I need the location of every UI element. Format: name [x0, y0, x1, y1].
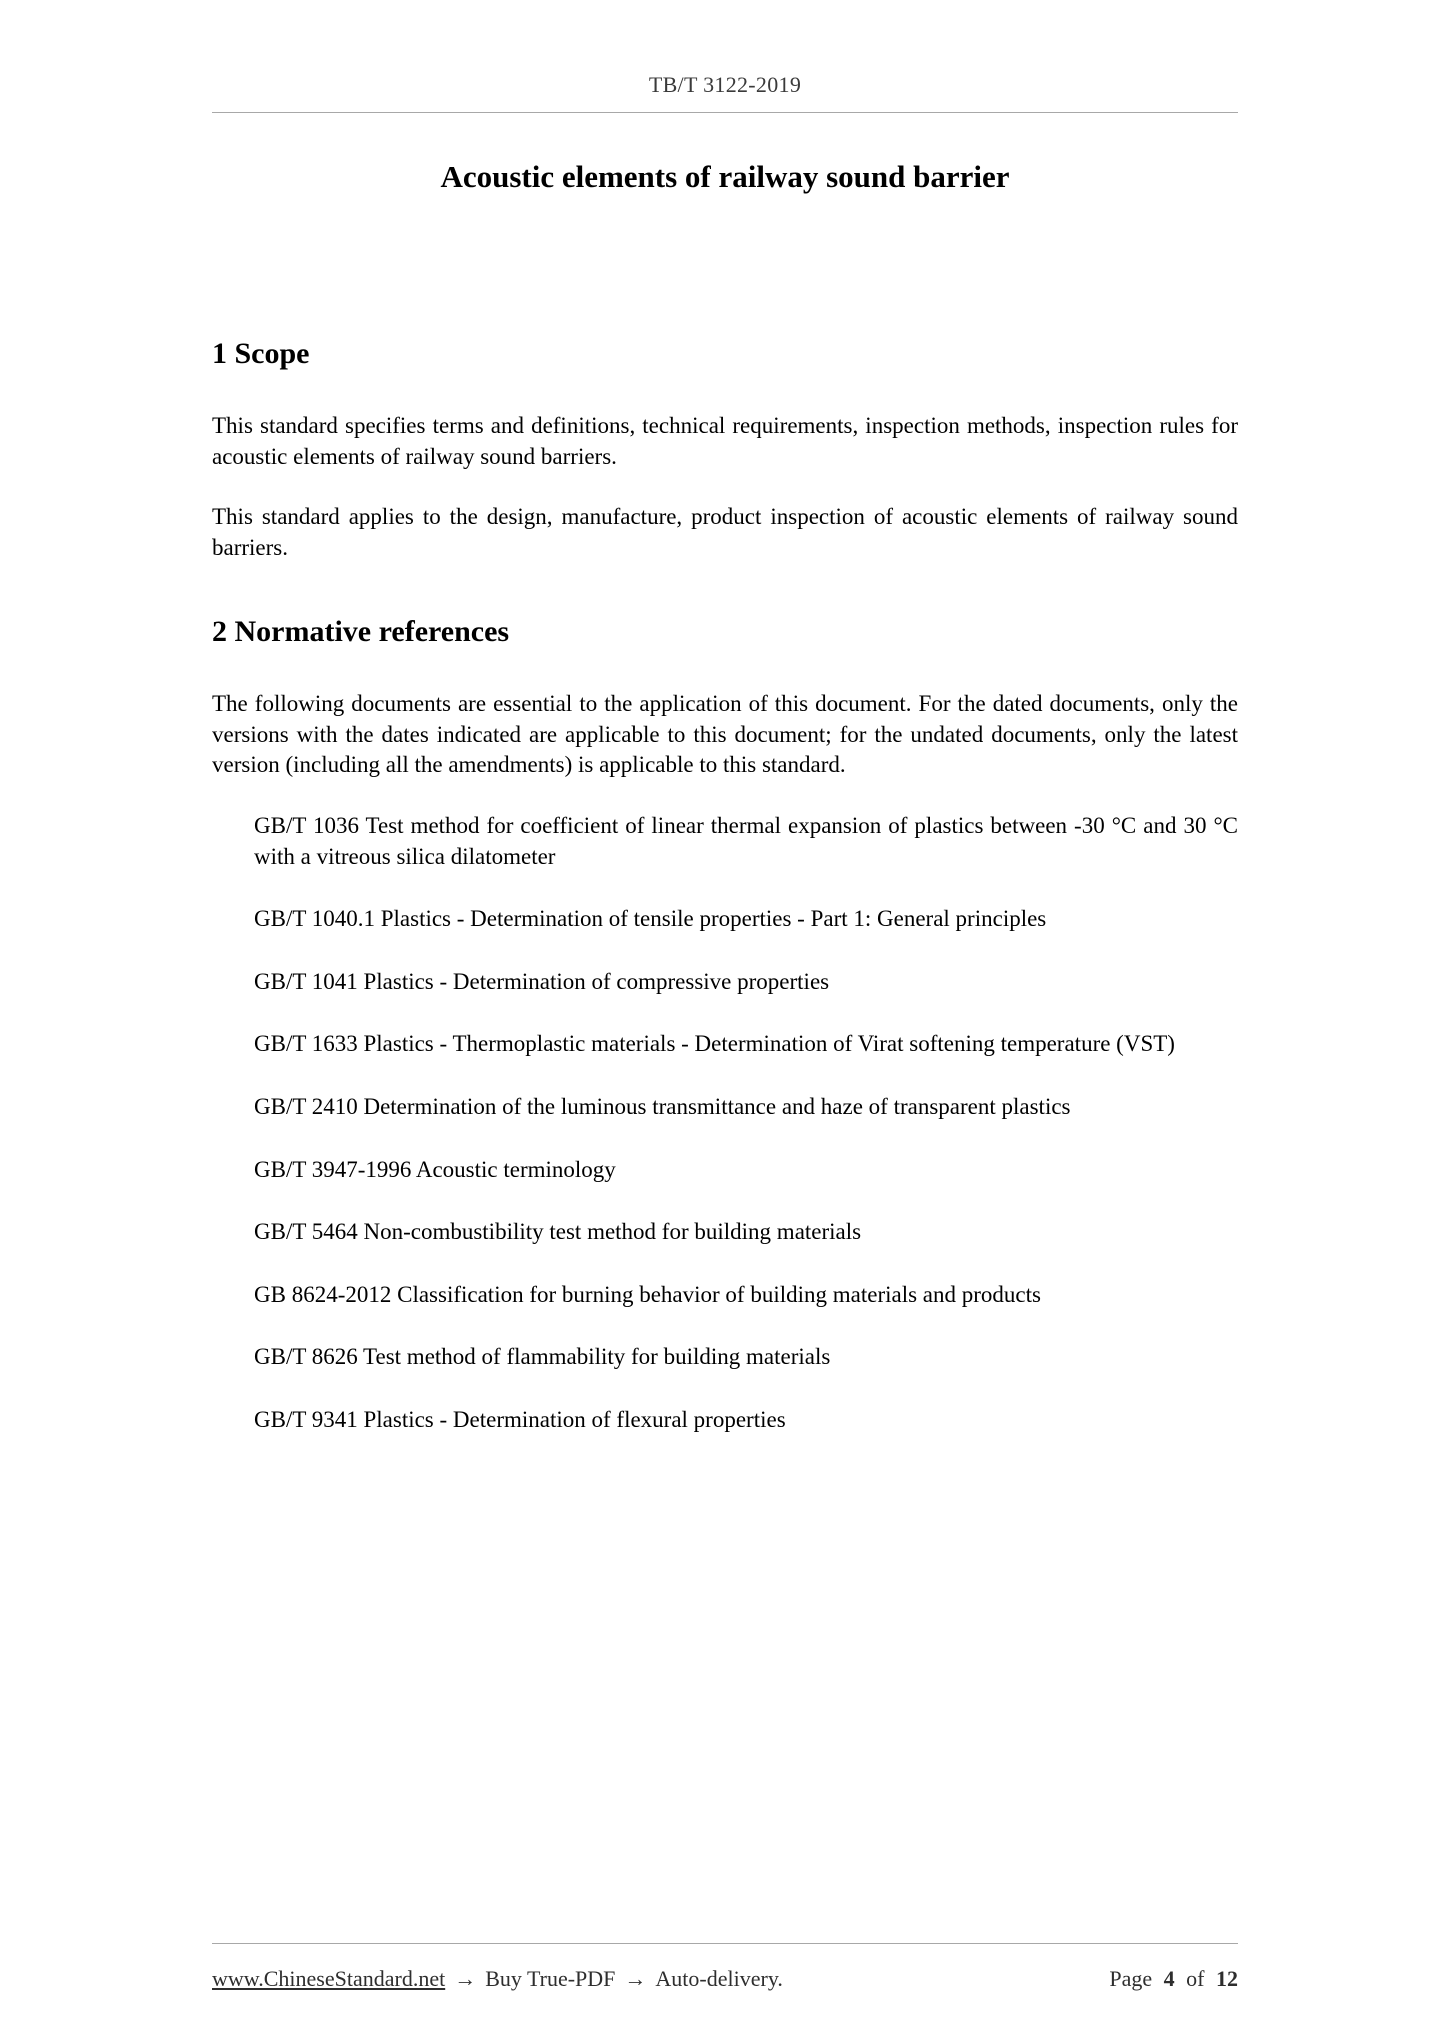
page-label: Page — [1109, 1966, 1153, 1991]
page-of-label: of — [1186, 1966, 1205, 1991]
scope-paragraph: This standard applies to the design, manufacture, product inspection of acoustic elements of railway sound barriers. — [212, 504, 1238, 560]
reference-item: GB/T 1036 Test method for coefficient of linear thermal expansion of plastics between -30 °C and 30 °C with a vitreous silica dilatometer — [254, 813, 1238, 869]
normative-references-paragraph: The following documents are essential to the application of this document. For the dated documents, only the versions with the dates indicated are applicable to this document; for the undated documents, only the latest version (including all the amendments) is applicable to this standard. — [212, 691, 1238, 778]
page-footer — [212, 1943, 1238, 1992]
footer-website-link[interactable]: www.ChineseStandard.net — [212, 1966, 446, 1991]
reference-item: GB/T 1041 Plastics - Determination of compressive properties — [254, 968, 830, 994]
document-title: Acoustic elements of railway sound barrier — [440, 159, 1010, 194]
header-divider — [212, 112, 1238, 113]
reference-item: GB/T 1040.1 Plastics - Determination of tensile properties - Part 1: General principles — [254, 906, 1047, 932]
reference-list — [254, 811, 1238, 1435]
reference-item: GB/T 2410 Determination of the luminous transmittance and haze of transparent plastics — [254, 1093, 1071, 1119]
section-heading-scope: 1 Scope — [212, 337, 310, 370]
arrow-right-icon: → — [624, 1966, 647, 1991]
footer-delivery-text: Auto-delivery. — [655, 1966, 783, 1991]
section-heading-normative-references: 2 Normative references — [212, 615, 510, 649]
document-header-standard-number: TB/T 3122-2019 — [648, 72, 802, 97]
page-indicator — [1103, 1966, 1238, 1992]
reference-item: GB/T 8626 Test method of flammability for building materials — [254, 1344, 831, 1370]
footer-source-line — [212, 1966, 783, 1992]
page-number: 4 — [1163, 1966, 1175, 1991]
scope-paragraph: This standard specifies terms and definitions, technical requirements, inspection methods, inspection rules for acoustic elements of railway sound barriers. — [212, 413, 1238, 469]
reference-item: GB/T 3947-1996 Acoustic terminology — [254, 1156, 616, 1182]
footer-buy-text: Buy True-PDF — [485, 1966, 616, 1991]
footer-divider — [212, 1943, 1238, 1944]
page-total: 12 — [1216, 1966, 1238, 1991]
reference-item: GB/T 1633 Plastics - Thermoplastic materials - Determination of Virat softening temperature (VST) — [254, 1031, 1175, 1057]
reference-item: GB/T 9341 Plastics - Determination of flexural properties — [254, 1406, 786, 1432]
arrow-right-icon: → — [454, 1966, 477, 1991]
reference-item: GB/T 5464 Non-combustibility test method for building materials — [254, 1219, 862, 1245]
reference-item: GB 8624-2012 Classification for burning behavior of building materials and products — [254, 1281, 1041, 1307]
